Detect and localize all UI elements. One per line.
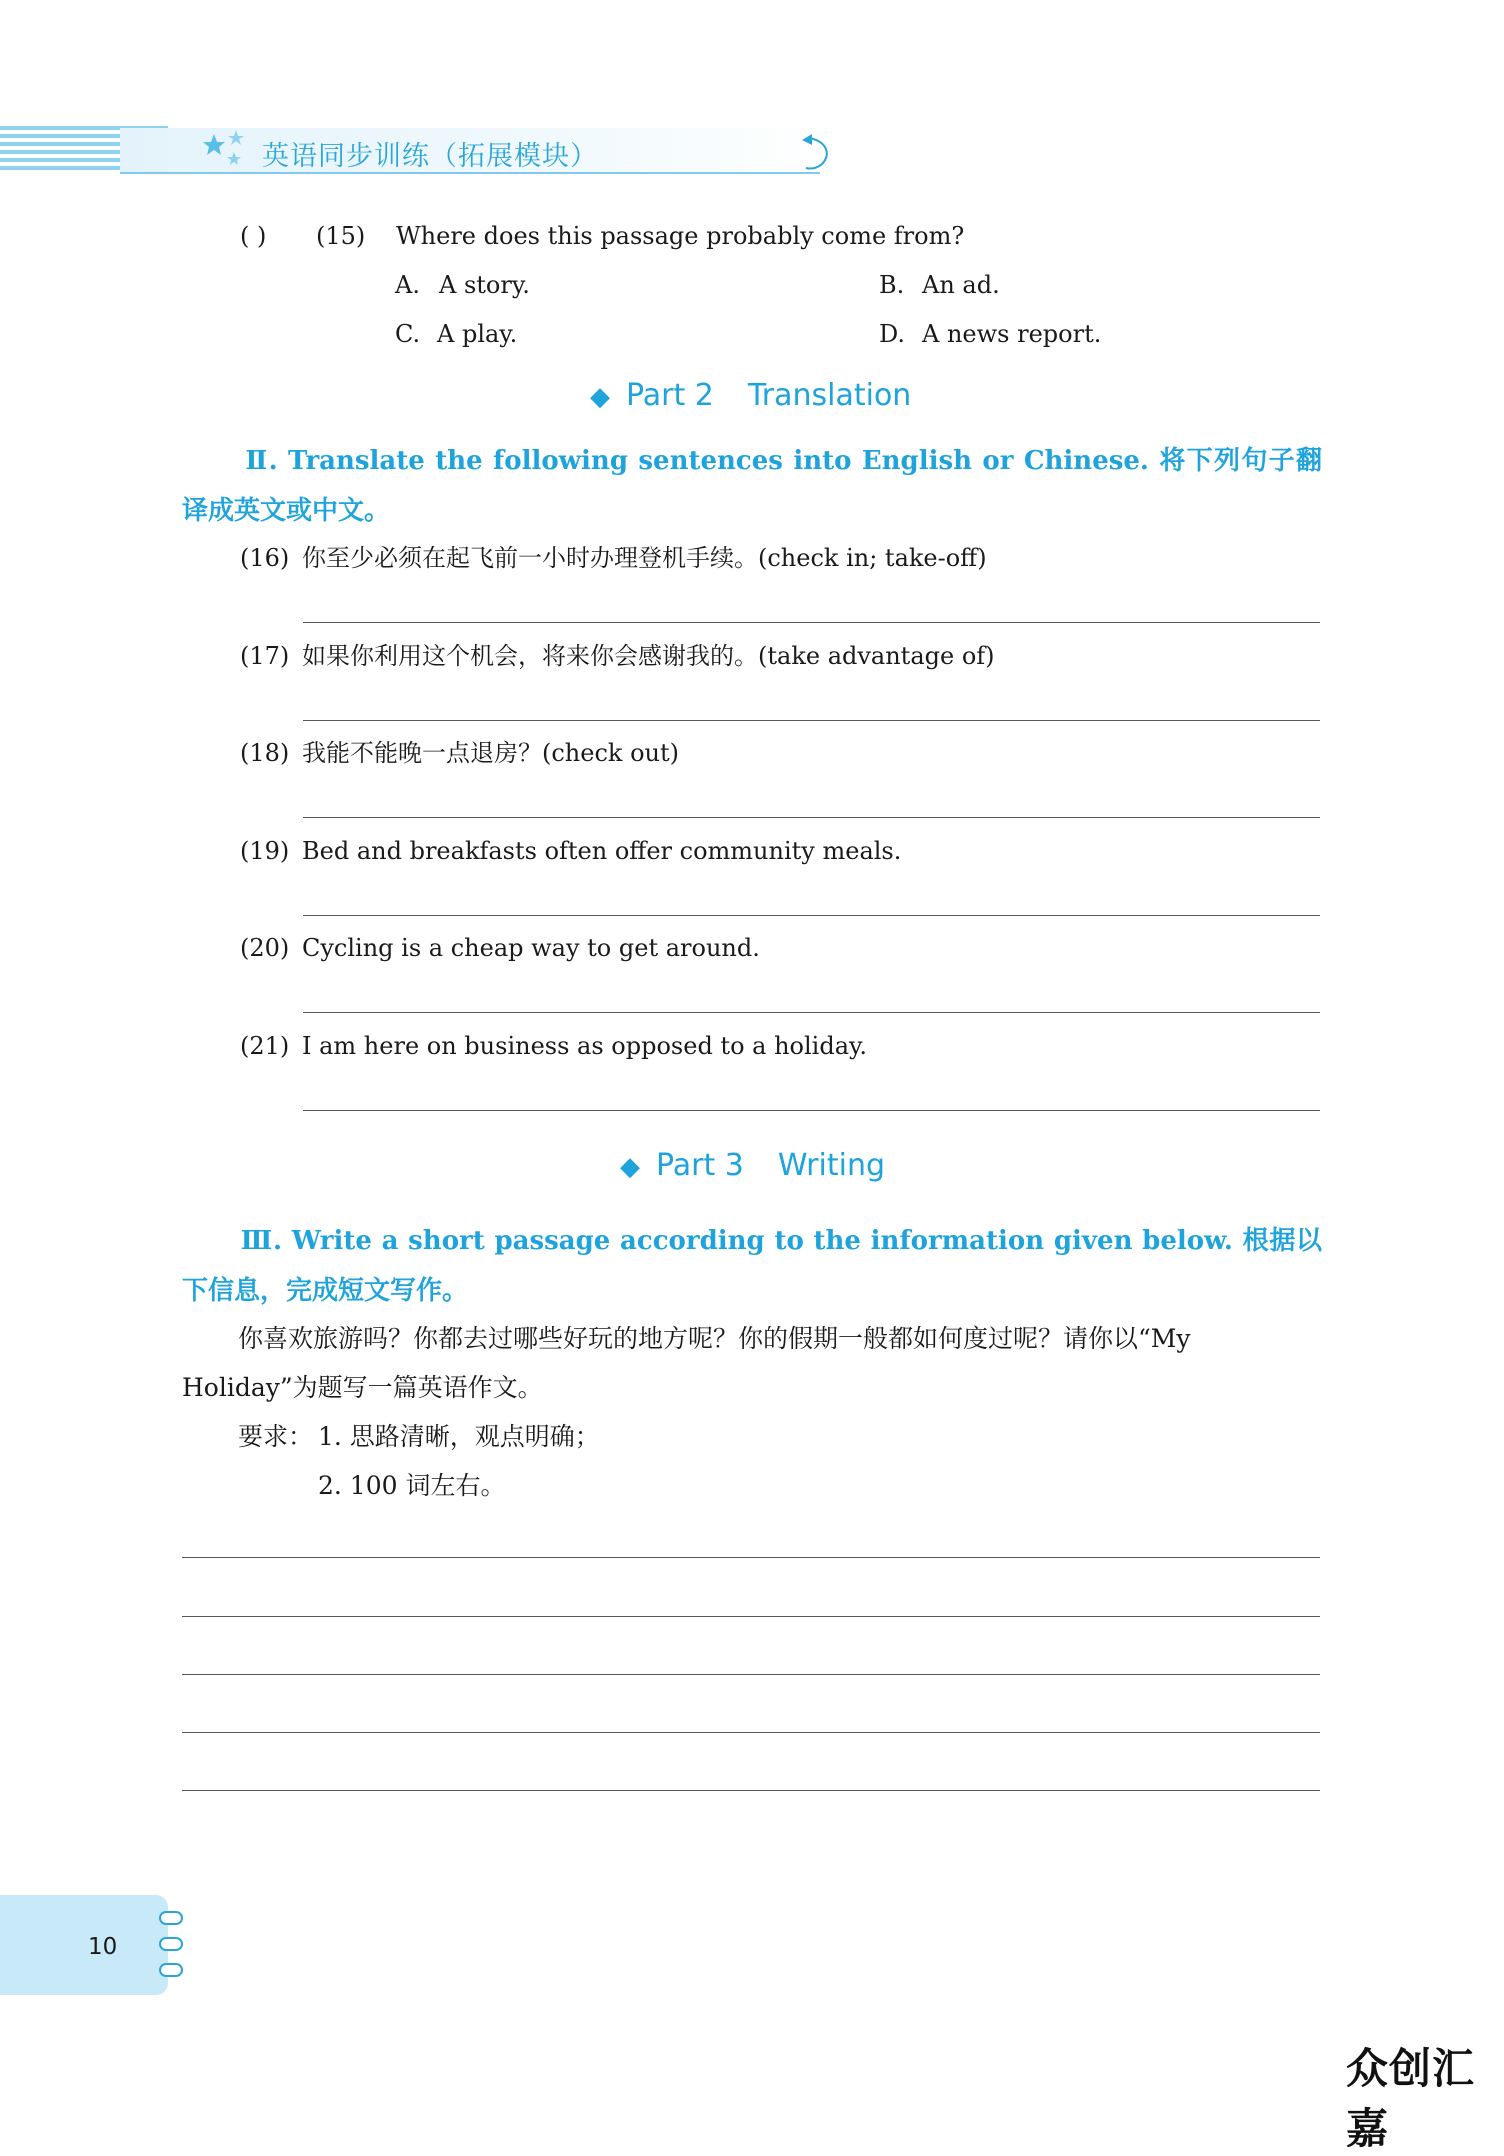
- part-3-instruction: [182, 1216, 1322, 1316]
- answer-line: [303, 1012, 1320, 1013]
- part-name: Translation: [747, 378, 912, 413]
- answer-line: [303, 622, 1320, 623]
- page-number: 10: [88, 1934, 118, 1960]
- writing-line: [182, 1732, 1320, 1733]
- item-number: (19): [240, 837, 290, 865]
- item-number: (20): [240, 934, 290, 962]
- item-text: 你至少必须在起飞前一小时办理登机手续。(check in; take-off): [302, 544, 987, 572]
- requirement-2: 2. 100 词左右。: [318, 1471, 506, 1500]
- writing-line: [182, 1557, 1320, 1558]
- item-number: (16): [240, 544, 290, 572]
- item-text: Cycling is a cheap way to get around.: [302, 934, 760, 962]
- item-number: (21): [240, 1032, 290, 1060]
- roman-numeral: Ⅲ.: [240, 1226, 283, 1256]
- item-number: (18): [240, 739, 290, 767]
- answer-line: [303, 817, 1320, 818]
- part-2-instruction: [182, 436, 1322, 536]
- writing-line: [182, 1674, 1320, 1675]
- option-letter: D.: [879, 320, 906, 348]
- diamond-icon: ◆: [590, 382, 610, 412]
- answer-line: [303, 720, 1320, 721]
- instruction-en: Write a short passage according to the information given below.: [291, 1226, 1233, 1256]
- answer-blank: ( ): [240, 222, 267, 250]
- option-text: A play.: [437, 320, 518, 348]
- part-label: Part 2: [626, 378, 714, 413]
- requirements-label: 要求：: [238, 1422, 314, 1451]
- item-text: Bed and breakfasts often offer community meals.: [302, 837, 902, 865]
- part-3-heading: [620, 1148, 885, 1183]
- option-text: A story.: [439, 271, 530, 299]
- diamond-icon: ◆: [620, 1152, 640, 1182]
- writing-line: [182, 1790, 1320, 1791]
- watermark-text: 众创汇嘉: [1346, 2044, 1476, 2153]
- instruction-cn: 根据以下信息，完成短文写作。: [182, 1226, 1322, 1306]
- item-text: I am here on business as opposed to a holiday.: [302, 1032, 868, 1060]
- item-text: 如果你利用这个机会，将来你会感谢我的。(take advantage of): [302, 642, 995, 670]
- page-number-tab: [0, 1895, 168, 1995]
- roman-numeral: Ⅱ.: [244, 446, 278, 476]
- question-number: (15): [316, 222, 366, 250]
- binder-rings-icon: [156, 1906, 186, 1986]
- return-arrow-icon: [800, 132, 834, 172]
- stars-icon: [200, 128, 248, 170]
- option-letter: B.: [879, 271, 905, 299]
- instruction-en: Translate the following sentences into English or Chinese.: [288, 446, 1149, 476]
- question-text: Where does this passage probably come from?: [396, 222, 965, 250]
- option-letter: C.: [395, 320, 421, 348]
- answer-line: [303, 1110, 1320, 1111]
- item-number: (17): [240, 642, 290, 670]
- requirement-1: 1. 思路清晰，观点明确；: [318, 1422, 600, 1451]
- part-name: Writing: [777, 1148, 885, 1183]
- item-text: 我能不能晚一点退房？(check out): [302, 739, 679, 767]
- option-text: An ad.: [922, 271, 1000, 299]
- option-text: A news report.: [922, 320, 1102, 348]
- part-2-heading: [590, 378, 911, 413]
- writing-prompt: 你喜欢旅游吗？你都去过哪些好玩的地方呢？你的假期一般都如何度过呢？请你以“My Holiday”为题写一篇英语作文。: [182, 1324, 1191, 1402]
- header-title: 英语同步训练（拓展模块）: [262, 141, 598, 172]
- instruction-cn: 将下列句子翻译成英文或中文。: [182, 446, 1322, 526]
- writing-line: [182, 1616, 1320, 1617]
- answer-line: [303, 915, 1320, 916]
- part-label: Part 3: [656, 1148, 744, 1183]
- option-letter: A.: [395, 271, 420, 299]
